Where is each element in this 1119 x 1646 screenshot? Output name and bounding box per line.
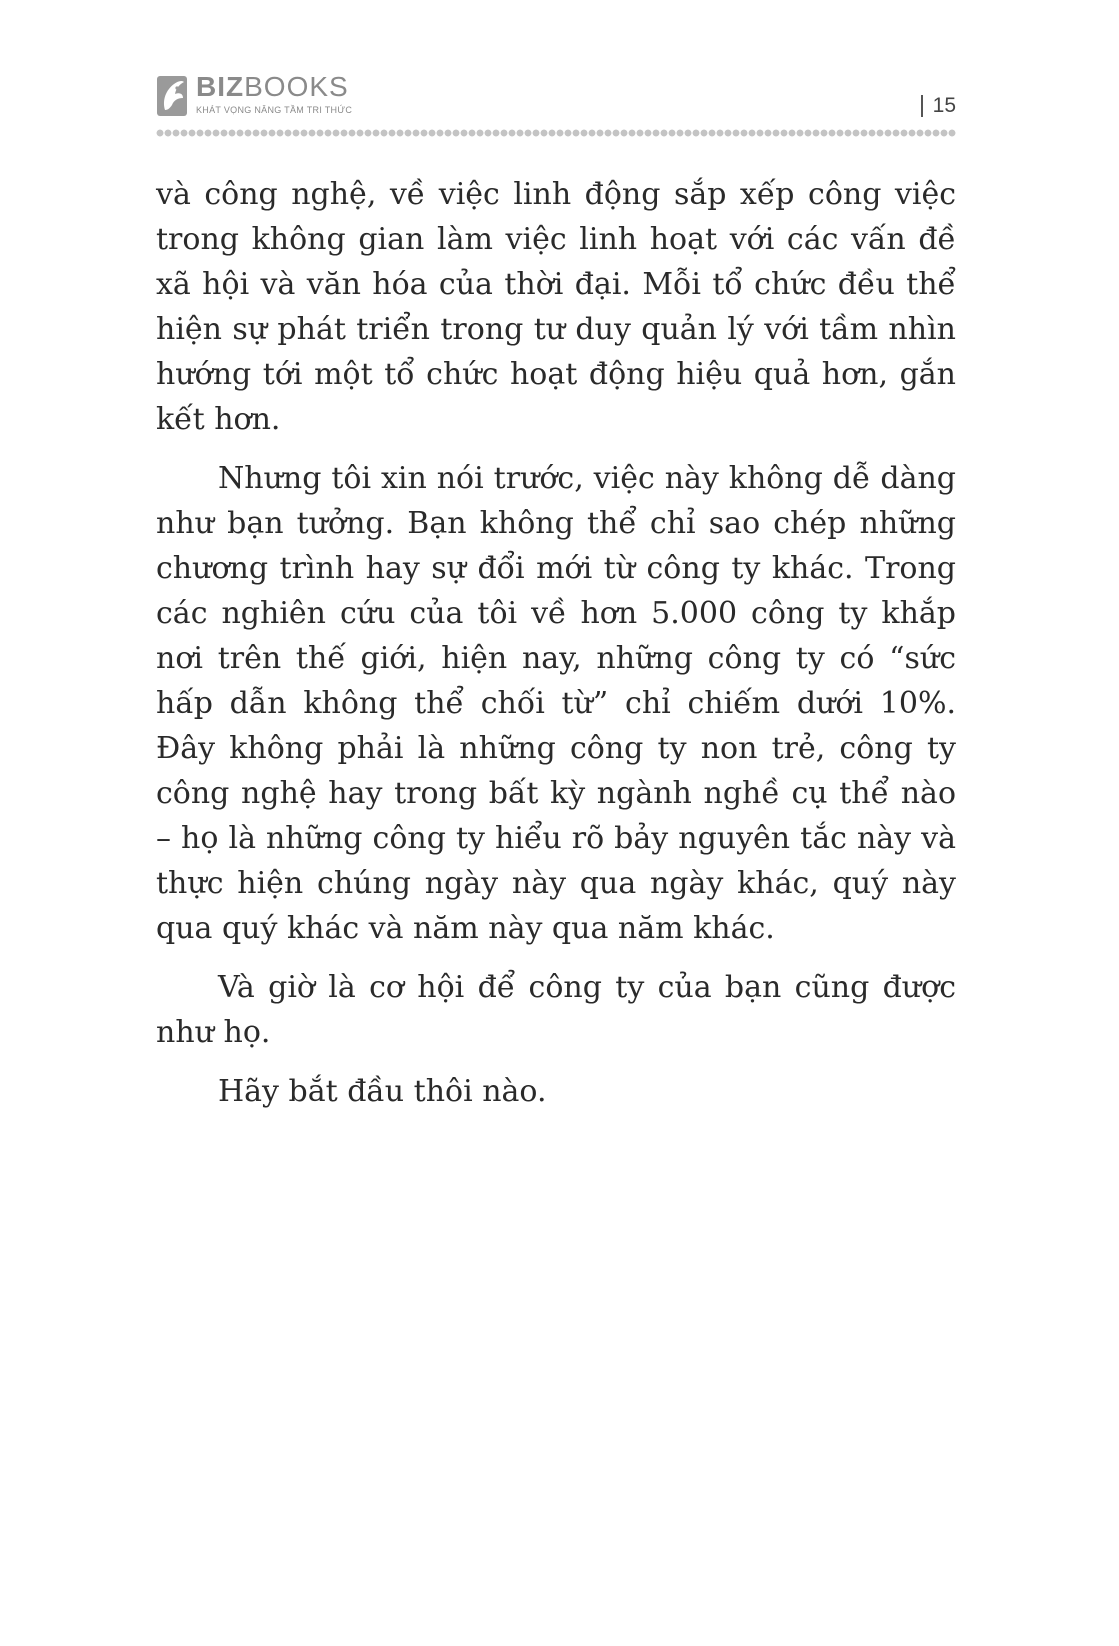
brand-name-light: BOOKS [244,71,349,102]
publisher-logo [156,72,352,118]
brand-tagline: KHÁT VỌNG NÂNG TẦM TRI THỨC [196,105,353,115]
brand-name [196,72,352,102]
bizbooks-logo-icon [156,72,190,118]
page-body [156,172,956,1128]
paragraph-2: Nhưng tôi xin nói trước, việc này không dễ dàng như bạn tưởng. Bạn không thể chỉ sao chép những chương trình hay sự đổi mới từ công ty khác. Trong các nghiên cứu của tôi về hơn 5.000 công ty khắp nơi trên thế giới, hiện nay, những công ty có “sức hấp dẫn không thể chối từ” chỉ chiếm dưới 10%. Đây không phải là những công ty non trẻ, công ty công nghệ hay trong bất kỳ ngành nghề cụ thể nào – họ là những công ty hiểu rõ bảy nguyên tắc này và thực hiện chúng ngày này qua ngày khác, quý này qua quý khác và năm này qua năm khác. [156,461,956,946]
paragraph-4: Hãy bắt đầu thôi nào. [218,1074,547,1109]
page-number-divider [921,95,923,117]
page-header [156,70,956,140]
brand-name-bold: BIZ [196,71,245,102]
paragraph-3: Và giờ là cơ hội để công ty của bạn cũng được như họ. [156,970,956,1050]
header-dotted-rule [156,128,956,138]
logo-text [196,72,352,116]
paragraph-1: và công nghệ, về việc linh động sắp xếp công việc trong không gian làm việc linh hoạt với các vấn đề xã hội và văn hóa của thời đại. Mỗi tổ chức đều thể hiện sự phát triển trong tư duy quản lý với tầm nhìn hướng tới một tổ chức hoạt động hiệu quả hơn, gắn kết hơn. [156,177,956,437]
page-number-block [921,94,956,118]
page-number: 15 [932,94,956,117]
